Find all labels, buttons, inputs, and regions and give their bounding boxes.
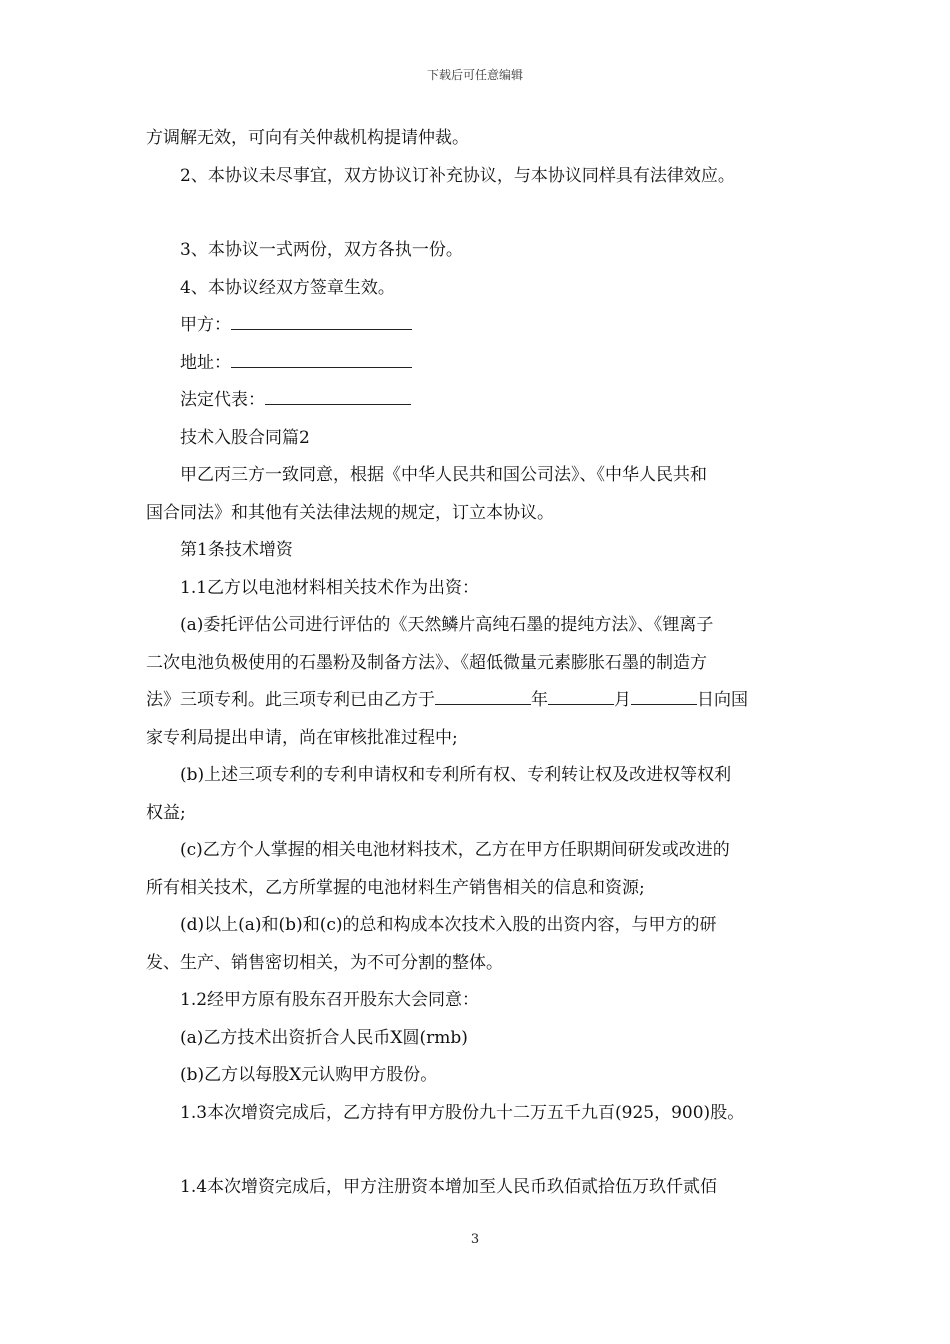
- paragraph: 1.2经甲方原有股东召开股东大会同意：: [180, 990, 480, 1010]
- paragraph: 1.1乙方以电池材料相关技术作为出资：: [180, 577, 480, 598]
- signature-line-legal-rep: [146, 382, 816, 420]
- paragraph: 家专利局提出申请，尚在审核批准过程中;: [146, 727, 458, 748]
- paragraph: 1.4本次增资完成后，甲方注册资本增加至人民币玖佰贰拾伍万玖仟贰佰: [180, 1177, 718, 1197]
- day-blank: [631, 682, 697, 705]
- paragraph: 3、本协议一式两份，双方各执一份。: [180, 240, 463, 260]
- address-blank: [231, 345, 412, 368]
- text: 日向国: [697, 690, 748, 710]
- paragraph: 发、生产、销售密切相关，为不可分割的整体。: [146, 952, 503, 973]
- paragraph: (b)上述三项专利的专利申请权和专利所有权、专利转让权及改进权等权利: [180, 765, 732, 785]
- year-blank: [435, 682, 531, 705]
- paragraph: 国合同法》和其他有关法律法规的规定，订立本协议。: [146, 502, 554, 523]
- paragraph: (d)以上(a)和(b)和(c)的总和构成本次技术入股的出资内容，与甲方的研: [180, 915, 717, 935]
- party-a-label: 甲方：: [180, 315, 231, 335]
- article-heading: 第1条技术增资: [180, 540, 293, 560]
- spacer: [146, 195, 816, 232]
- year-label: 年: [531, 690, 548, 710]
- party-a-blank: [231, 307, 412, 330]
- spacer: [146, 1132, 816, 1169]
- paragraph: (b)乙方以每股X元认购甲方股份。: [180, 1065, 438, 1085]
- address-label: 地址：: [180, 352, 231, 373]
- legal-rep-blank: [265, 382, 411, 405]
- signature-line-address: [146, 345, 816, 383]
- document-body: [146, 120, 816, 1207]
- paragraph: 4、本协议经双方签章生效。: [180, 277, 395, 298]
- paragraph: 2、本协议未尽事宜，双方协议订补充协议，与本协议同样具有法律效应。: [180, 165, 735, 186]
- paragraph: 1.3本次增资完成后，乙方持有甲方股份九十二万五千九百(925，900)股。: [180, 1102, 745, 1123]
- paragraph: 甲乙丙三方一致同意，根据《中华人民共和国公司法》、《中华人民共和: [180, 465, 707, 485]
- paragraph: 方调解无效，可向有关仲裁机构提请仲裁。: [146, 128, 469, 148]
- page-header: 下载后可任意编辑: [426, 68, 523, 82]
- legal-rep-label: 法定代表：: [180, 390, 265, 410]
- paragraph: (a)乙方技术出资折合人民币X圆(rmb): [180, 1027, 468, 1048]
- paragraph: 所有相关技术，乙方所掌握的电池材料生产销售相关的信息和资源;: [146, 877, 645, 898]
- paragraph: 二次电池负极使用的石墨粉及制备方法》、《超低微量元素膨胀石墨的制造方: [146, 652, 707, 673]
- paragraph-with-date-blanks: [146, 682, 816, 720]
- paragraph: 权益;: [146, 802, 186, 823]
- section-title: 技术入股合同篇2: [180, 427, 310, 448]
- month-label: 月: [614, 690, 631, 710]
- paragraph: (a)委托评估公司进行评估的《天然鳞片高纯石墨的提纯方法》、《锂离子: [180, 615, 714, 635]
- month-blank: [548, 682, 614, 705]
- page-number: 3: [470, 1232, 480, 1247]
- text: 法》三项专利。此三项专利已由乙方于: [146, 690, 435, 710]
- paragraph: (c)乙方个人掌握的相关电池材料技术，乙方在甲方任职期间研发或改进的: [180, 840, 730, 860]
- signature-line-party-a: [146, 307, 816, 345]
